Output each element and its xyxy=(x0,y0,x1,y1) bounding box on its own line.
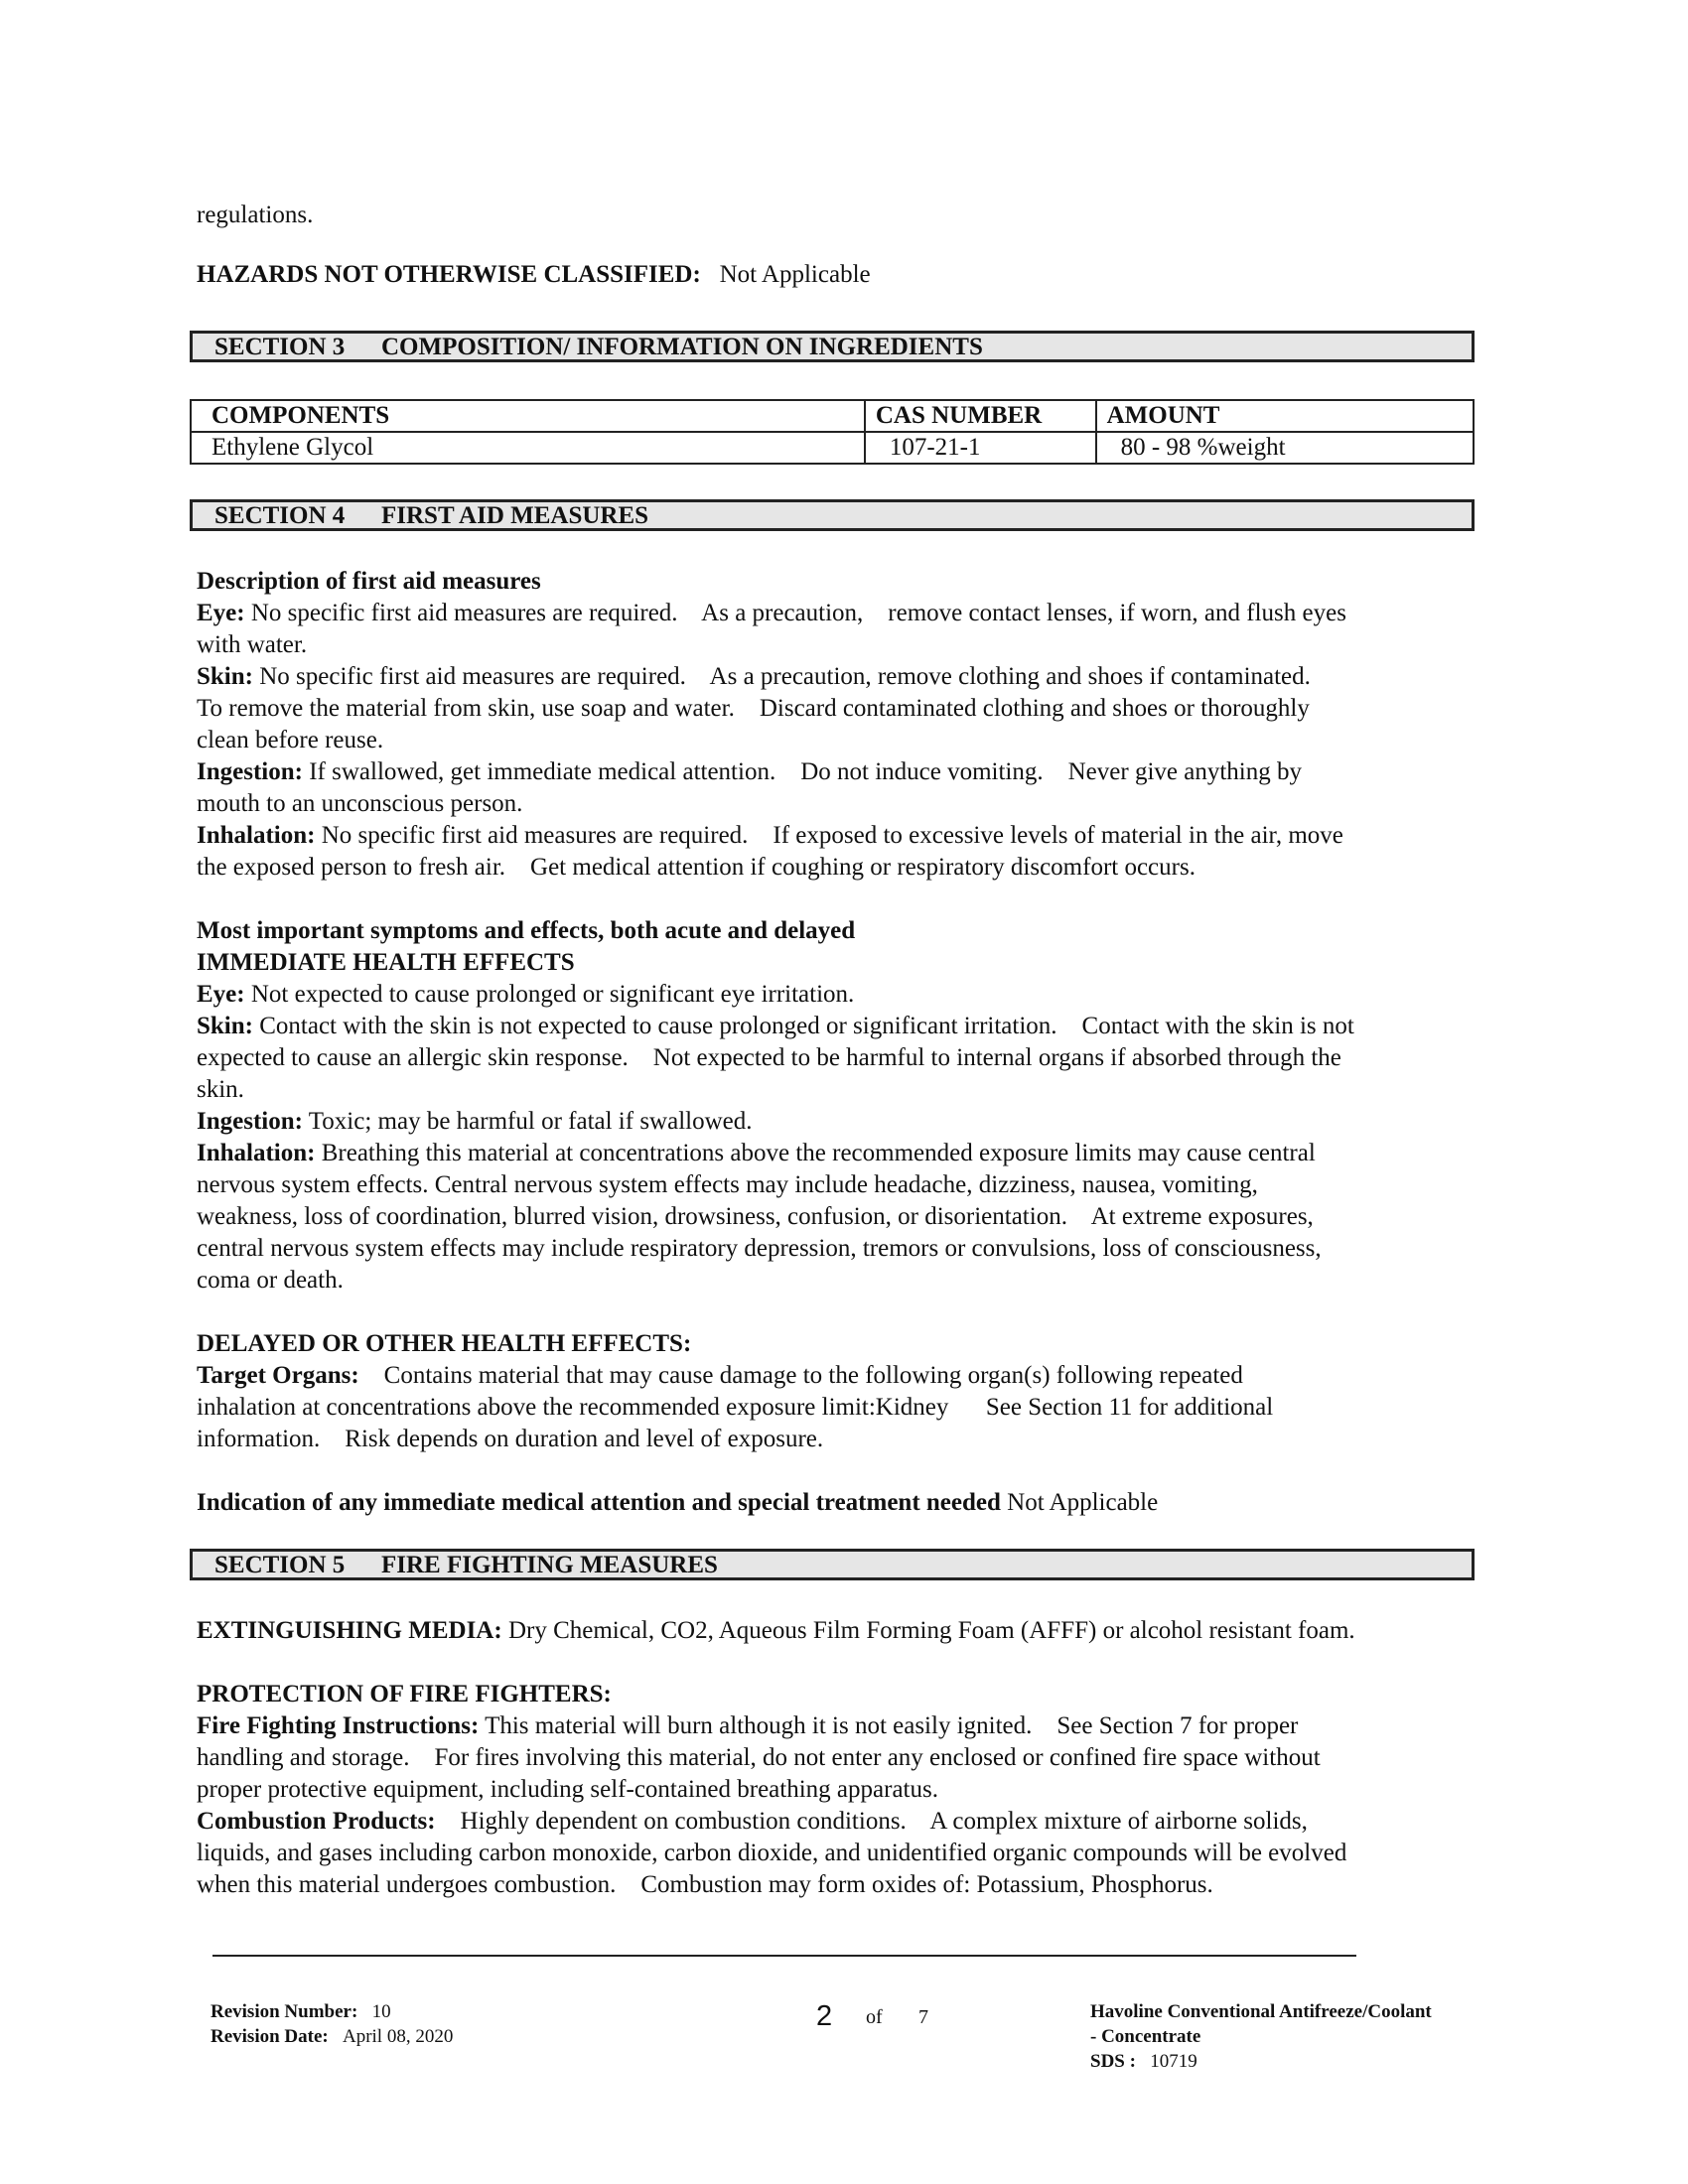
section5-header xyxy=(190,1549,1475,1580)
symptoms-ingestion: Ingestion: Toxic; may be harmful or fatal if swallowed. xyxy=(197,1108,753,1135)
revision-number-label: Revision Number: xyxy=(211,2001,358,2022)
immediate-effects-heading: IMMEDIATE HEALTH EFFECTS xyxy=(197,949,575,976)
section5-body: EXTINGUISHING MEDIA: Dry Chemical, CO2, Aqueous Film Forming Foam (AFFF) or alcohol resistant foam. PROTECTION OF FIRE FIGHTERS: Fire Fighting Instructions: This material will burn although it is not easily ignited. See Section 7 for proper handling and storage. For fires involving this material, do not enter any enclosed or confined fire space without proper protective equipment, including self-contained breathing apparatus. Combustion Products: Highly dependent on combustion conditions. A complex mixture of airborne solids, liquids, and gases including carbon monoxide, carbon dioxide, and unidentified organic compounds will be evolved when this material undergoes combustion. Combustion may form oxides of: Potassium, Phosphorus. xyxy=(197,1615,1487,1901)
symptoms-eye: Eye: Not expected to cause prolonged or significant eye irritation. xyxy=(197,981,855,1008)
section5-title: FIRE FIGHTING MEASURES xyxy=(381,1552,718,1578)
header-amount: AMOUNT xyxy=(1096,400,1474,432)
section3-title: COMPOSITION/ INFORMATION ON INGREDIENTS xyxy=(381,334,983,360)
section3-header xyxy=(190,331,1475,362)
symptoms-skin: Skin: Contact with the skin is not expected to cause prolonged or significant irritation. Contact with the skin is not xyxy=(197,1013,1354,1039)
page-of: of xyxy=(866,2006,883,2028)
hnoc-value: Not Applicable xyxy=(719,261,871,288)
product-name-line2: - Concentrate xyxy=(1090,2026,1201,2047)
amount: 80 - 98 %weight xyxy=(1096,432,1474,464)
hnoc-label: HAZARDS NOT OTHERWISE CLASSIFIED: xyxy=(197,261,701,288)
extinguishing-media: EXTINGUISHING MEDIA: Dry Chemical, CO2, Aqueous Film Forming Foam (AFFF) or alcohol resistant foam. xyxy=(197,1617,1355,1644)
page-number: 2 xyxy=(816,2000,833,2032)
revision-info xyxy=(211,1999,453,2049)
combustion-products: Combustion Products: Highly dependent on combustion conditions. A complex mixture of airborne solids, xyxy=(197,1808,1308,1835)
cas-number: 107-21-1 xyxy=(865,432,1096,464)
section4-body: Description of first aid measures Eye: No specific first aid measures are required. As a precaution, remove contact lenses, if worn, and flush eyes with water. Skin: No specific first aid measures are required. As a precaution, remove clothing and shoes if contaminated. To remove the material from skin, use soap and water. Discard contaminated clothing and shoes or thoroughly clean before reuse. Ingestion: If swallowed, get immediate medical attention. Do not induce vomiting. Never give anything by mouth to an unconscious person. Inhalation: No specific first aid measures are required. If exposed to excessive levels of material in the air, move the exposed person to fresh air. Get medical attention if coughing or respiratory discomfort occurs. Most important symptoms and effects, both acute and delayed IMMEDIATE HEALTH EFFECTS Eye: Not expected to cause prolonged or significant eye irritation. Skin: Contact with the skin is not expected to cause prolonged or significant irritation. Contact with the skin is not expected to cause an allergic skin response. Not expected to be harmful to internal organs if absorbed through the skin. Ingestion: Toxic; may be harmful or fatal if swallowed. Inhalation: Breathing this material at concentrations above the recommended exposure limits may cause central nervous system effects. Central nervous system effects may include headache, dizziness, nausea, vomiting, weakness, loss of coordination, blurred vision, drowsiness, confusion, or disorientation. At extreme exposures, central nervous system effects may include respiratory depression, tremors or convulsions, loss of consciousness, coma or death. DELAYED OR OTHER HEALTH EFFECTS: Target Organs: Contains material that may cause damage to the following organ(s) following repeated inhalation at concentrations above the recommended exposure limit:Kidney See Section 11 for additional information. Risk depends on duration and level of exposure. Indication of any immediate medical attention and special treatment needed Not Applicable xyxy=(197,566,1487,1519)
product-info xyxy=(1090,1999,1432,2074)
hnoc-line xyxy=(197,259,1487,291)
revision-number: 10 xyxy=(371,2001,391,2022)
protection-heading: PROTECTION OF FIRE FIGHTERS: xyxy=(197,1681,612,1707)
section3-number: SECTION 3 xyxy=(214,334,346,360)
table-header-row xyxy=(191,400,1474,432)
header-cas-number: CAS NUMBER xyxy=(865,400,1096,432)
table-row xyxy=(191,432,1474,464)
header-components: COMPONENTS xyxy=(191,400,865,432)
section4-number: SECTION 4 xyxy=(214,502,346,529)
section5-number: SECTION 5 xyxy=(214,1552,346,1578)
footer-divider xyxy=(212,1955,1356,1957)
sds-number: 10719 xyxy=(1150,2051,1197,2072)
section2-tail xyxy=(197,200,1487,291)
first-aid-heading: Description of first aid measures xyxy=(197,568,541,595)
component-name: Ethylene Glycol xyxy=(191,432,865,464)
composition-table xyxy=(190,399,1475,465)
indication-line: Indication of any immediate medical attention and special treatment needed Not Applicable xyxy=(197,1489,1159,1516)
page-total: 7 xyxy=(918,2006,928,2028)
sds-label: SDS : xyxy=(1090,2051,1136,2072)
first-aid-inhalation: Inhalation: No specific first aid measures are required. If exposed to excessive levels of material in the air, move xyxy=(197,822,1343,849)
first-aid-eye: Eye: No specific first aid measures are required. As a precaution, remove contact lenses, if worn, and flush eyes xyxy=(197,600,1346,626)
section4-header xyxy=(190,499,1475,531)
first-aid-skin: Skin: No specific first aid measures are required. As a precaution, remove clothing and shoes if contaminated. xyxy=(197,663,1311,690)
revision-date-label: Revision Date: xyxy=(211,2026,329,2047)
first-aid-ingestion: Ingestion: If swallowed, get immediate medical attention. Do not induce vomiting. Never give anything by xyxy=(197,758,1302,785)
target-organs: Target Organs: Contains material that may cause damage to the following organ(s) following repeated xyxy=(197,1362,1243,1389)
fire-fighting-instructions: Fire Fighting Instructions: This material will burn although it is not easily ignited. See Section 7 for proper xyxy=(197,1712,1299,1739)
symptoms-inhalation: Inhalation: Breathing this material at concentrations above the recommended exposure limits may cause central xyxy=(197,1140,1316,1166)
section4-title: FIRST AID MEASURES xyxy=(381,502,649,529)
product-name-line1: Havoline Conventional Antifreeze/Coolant xyxy=(1090,2001,1432,2022)
continued-text: regulations. xyxy=(197,202,314,228)
revision-date: April 08, 2020 xyxy=(342,2026,454,2047)
delayed-effects-heading: DELAYED OR OTHER HEALTH EFFECTS: xyxy=(197,1330,692,1357)
symptoms-heading: Most important symptoms and effects, both acute and delayed xyxy=(197,917,856,944)
